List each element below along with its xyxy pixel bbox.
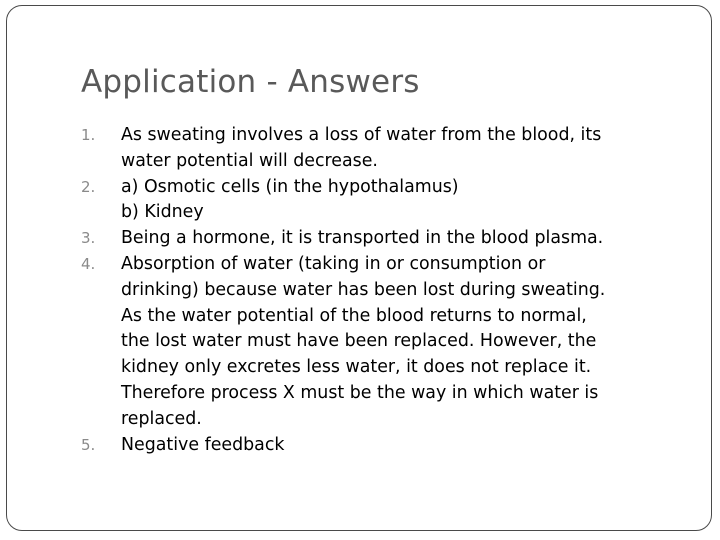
answer-item-4 <box>81 252 681 433</box>
item-text-line: Negative feedback <box>121 434 285 455</box>
answer-item-5 <box>81 433 681 459</box>
item-number: 3. <box>81 229 96 248</box>
slide-frame <box>6 5 712 531</box>
item-number: 4. <box>81 254 96 273</box>
answer-item-2 <box>81 175 681 227</box>
item-text-line: replaced. <box>121 408 202 429</box>
item-text-line: b) Kidney <box>121 202 204 223</box>
item-number: 2. <box>81 177 96 196</box>
answer-list <box>81 123 681 458</box>
answer-item-3 <box>81 226 681 252</box>
item-number: 1. <box>81 126 96 144</box>
item-text-line: As the water potential of the blood returns to normal, <box>121 305 587 326</box>
slide-title: Application - Answers <box>81 64 420 100</box>
item-text-line: Being a hormone, it is transported in the blood plasma. <box>121 228 604 249</box>
item-text-line: As sweating involves a loss of water from the blood, its <box>121 125 602 145</box>
item-text-line: kidney only excretes less water, it does not replace it. <box>121 357 592 378</box>
item-text-line: Absorption of water (taking in or consumption or <box>121 253 546 274</box>
item-number: 5. <box>81 435 96 454</box>
item-text-line: the lost water must have been replaced. However, the <box>121 331 597 352</box>
answer-item-1 <box>81 123 681 175</box>
item-text-line: drinking) because water has been lost during sweating. <box>121 279 606 300</box>
item-text-line: water potential will decrease. <box>121 150 378 171</box>
item-text-line: a) Osmotic cells (in the hypothalamus) <box>121 176 459 197</box>
item-text-line: Therefore process X must be the way in which water is <box>121 382 599 403</box>
